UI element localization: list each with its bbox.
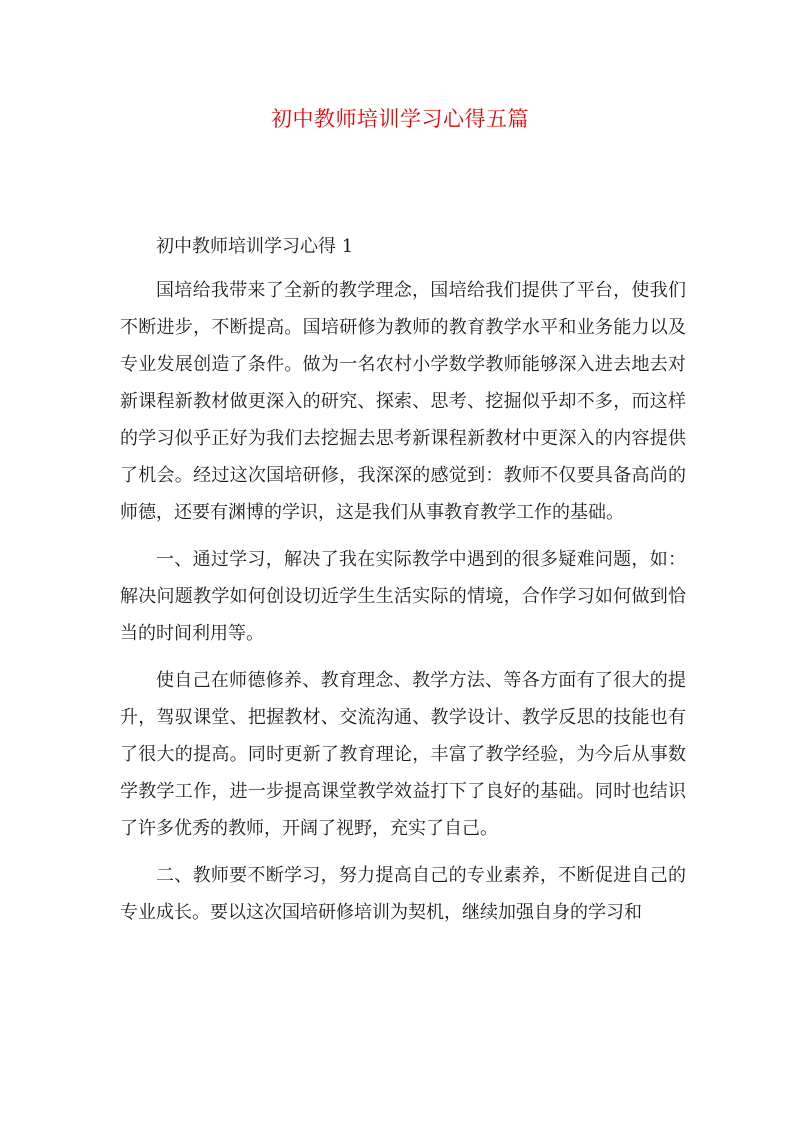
paragraph-4: 二、教师要不断学习，努力提高自己的专业素养，不断促进自己的专业成长。要以这次国培研修培训为契机，继续加强自身的学习和 — [120, 865, 686, 923]
section-heading: 初中教师培训学习心得 1 — [156, 236, 354, 257]
document-body — [120, 228, 686, 941]
paragraph-1: 国培给我带来了全新的教学理念，国培给我们提供了平台，使我们不断进步，不断提高。国培研修为教师的教育教学水平和业务能力以及专业发展创造了条件。做为一名农村小学数学教师能够深入进去地去对新课程新教材做更深入的研究、探索、思考、挖掘似乎却不多，而这样的学习似乎正好为我们去挖掘去思考新课程新教材中更深入的内容提供了机会。经过这次国培研修，我深深的感觉到：教师不仅要具备高尚的师德，还要有渊博的学识，这是我们从事教育教学工作的基础。 — [120, 280, 686, 523]
paragraph-2: 一、通过学习，解决了我在实际教学中遇到的很多疑难问题，如：解决问题教学如何创设切近学生生活实际的情境，合作学习如何做到恰当的时间利用等。 — [120, 549, 686, 644]
document-title: 初中教师培训学习心得五篇 — [271, 107, 529, 131]
paragraph-3: 使自己在师德修养、教育理念、教学方法、等各方面有了很大的提升，驾驭课堂、把握教材、交流沟通、教学设计、教学反思的技能也有了很大的提高。同时更新了教育理论，丰富了教学经验，为今后从事数学教学工作，进一步提高课堂教学效益打下了良好的基础。同时也结识了许多优秀的教师，开阔了视野，充实了自己。 — [120, 670, 686, 839]
